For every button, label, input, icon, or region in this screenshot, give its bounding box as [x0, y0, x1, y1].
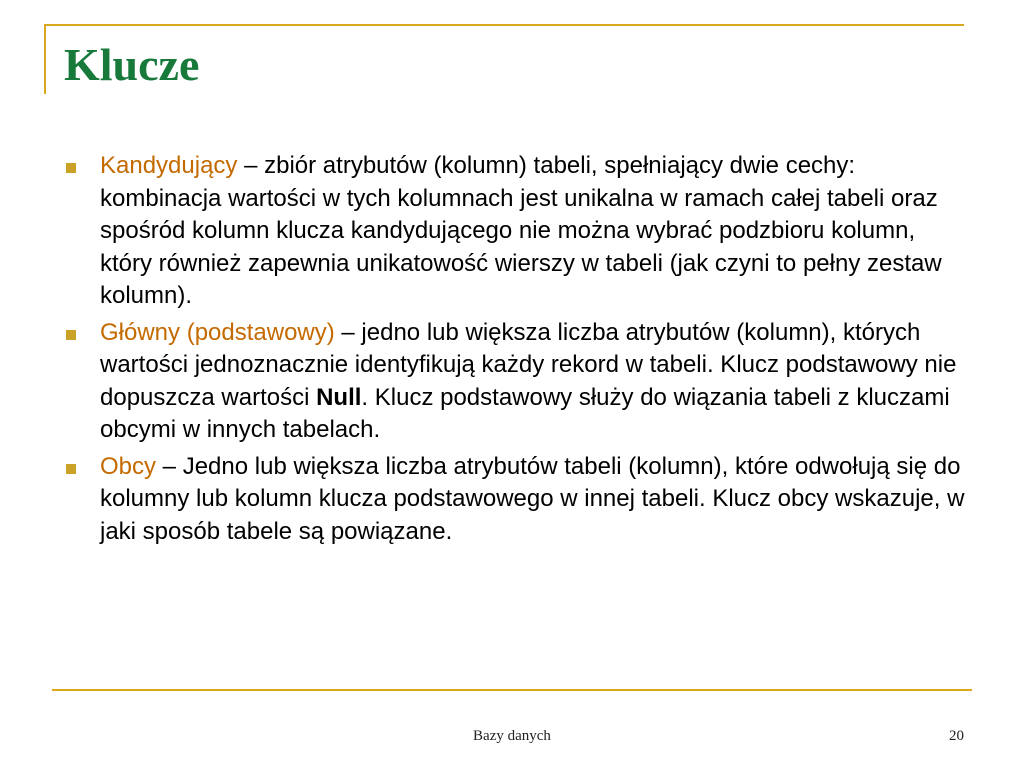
term-foreign-key: Obcy: [100, 452, 157, 480]
square-bullet-icon: [66, 330, 76, 340]
null-emphasis: Null: [316, 383, 362, 411]
bullet-item-candidate-key: [66, 150, 966, 313]
bottom-divider: [52, 689, 972, 691]
slide-title: Klucze: [64, 39, 200, 90]
definition-primary-key-part1: – jedno lub większa liczba atrybutów (kolumn), których wartości jednoznacznie identyfikują każdy rekord w tabeli. Klucz podstawowy nie dopuszcza wartości: [100, 318, 957, 411]
square-bullet-icon: [66, 464, 76, 474]
definition-foreign-key: – Jedno lub większa liczba atrybutów tabeli (kolumn), które odwołują się do kolumny lub kolumn klucza podstawowego w innej tabeli. Klucz obcy wskazuje, w jaki sposób tabele są powiązane.: [100, 452, 965, 545]
term-candidate-key: Kandydujący: [100, 152, 238, 179]
definition-primary-key-part2: . Klucz podstawowy służy do wiązania tabeli z kluczami obcymi w innych tabelach.: [100, 383, 950, 443]
term-primary-key: Główny (podstawowy): [100, 318, 335, 346]
bullet-item-primary-key: [66, 317, 966, 447]
bullet-list: [66, 150, 966, 552]
footer-course-title: Bazy danych: [473, 728, 551, 744]
definition-candidate-key: – zbiór atrybutów (kolumn) tabeli, spełniający dwie cechy: kombinacja wartości w tych kolumnach jest unikalna w ramach całej tabeli oraz spośród kolumn klucza kandydującego nie można wybrać podzbioru kolumn, który również zapewnia unikatowość wierszy w tabeli (jak czyni to pełny zestaw kolumn).: [100, 152, 942, 309]
top-divider: [44, 24, 964, 26]
page-number: 20: [949, 728, 964, 744]
title-accent-line: [44, 24, 46, 94]
bullet-item-foreign-key: [66, 451, 966, 549]
square-bullet-icon: [66, 163, 76, 173]
